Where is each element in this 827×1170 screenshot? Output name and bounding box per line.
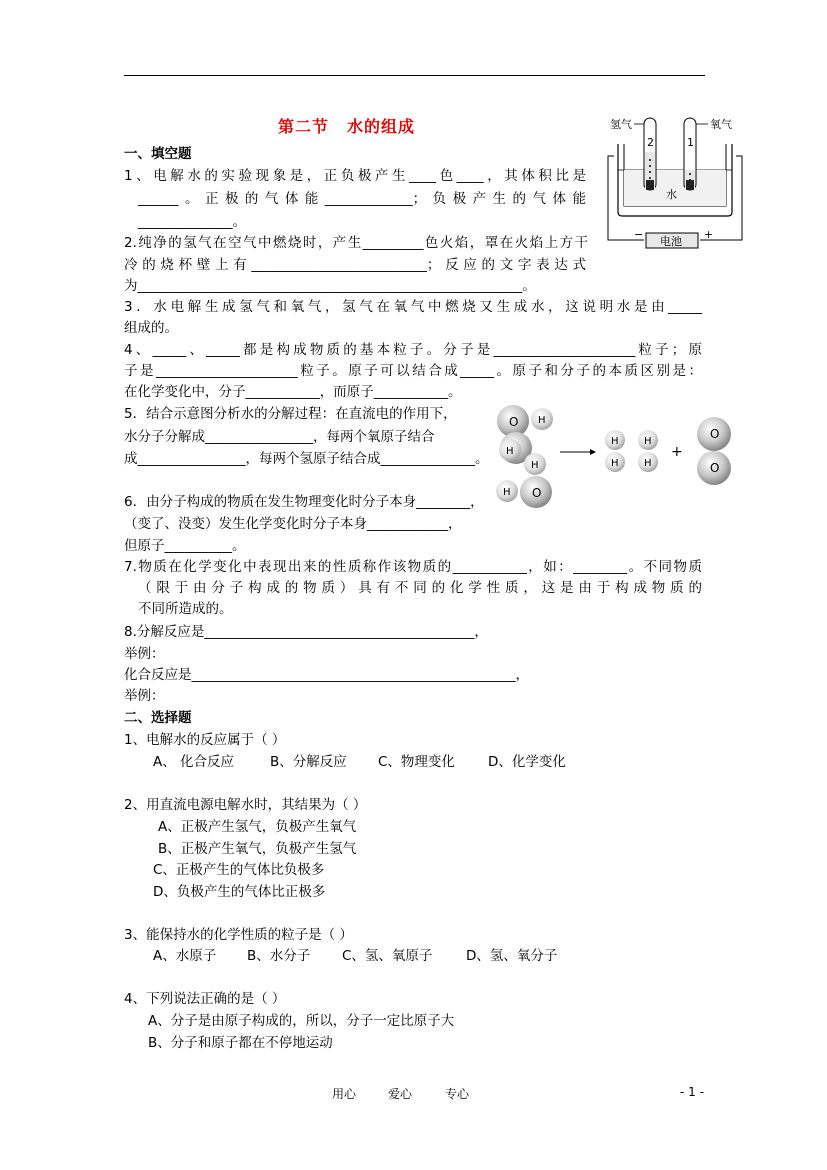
c1-option-c: C、物理变化	[378, 754, 455, 770]
q4-line1: 4、_____、_____都是构成物质的基本粒子。分子是_____________________粒子；原	[124, 342, 702, 358]
q5-line2: 水分子分解成________________，每两个氧原子结合	[124, 429, 435, 445]
tube-number-left: 2	[647, 136, 654, 149]
water-molecule-2	[499, 432, 546, 475]
electrode-left	[646, 180, 654, 190]
c4-option-a: A、分子是由原子构成的，所以，分子一定比原子大	[148, 1013, 455, 1029]
page-number: - 1 -	[680, 1085, 704, 1099]
q5-line1: 5．结合示意图分析水的分解过程：在直流电的作用下，	[124, 406, 457, 422]
c2-option-c: C、正极产生的气体比负极多	[153, 862, 325, 878]
atom-label-h: H	[611, 458, 619, 469]
q4-line2: 子是_____________________粒子。原子可以结合成_____。原子和分子的本质区别是：	[124, 363, 702, 379]
q1-line3: ______________。	[138, 214, 246, 230]
water-decomposition-diagram	[490, 402, 740, 512]
q1-line1: 1、电解水的实验现象是，正负极产生____色____，其体积比是	[124, 168, 586, 184]
section-heading-fill: 一、填空题	[124, 146, 192, 162]
c2-question: 2、用直流电源电解水时，其结果为（ ）	[124, 797, 367, 813]
q6-line3: 但原子__________。	[124, 538, 246, 554]
c3-options	[153, 946, 557, 966]
oxygen-label: 氧气	[710, 118, 732, 131]
c1-option-a: A、 化合反应	[153, 754, 235, 770]
c2-option-d: D、负极产生的气体比正极多	[153, 884, 326, 900]
atom-label-h: H	[531, 460, 539, 471]
q8-line3: 化合反应是________________________________________________，	[124, 667, 529, 683]
q2-line3: 为_________________________________________________________。	[124, 278, 536, 294]
arrow-head	[590, 449, 596, 455]
section-heading-choice: 二、选择题	[124, 710, 192, 726]
atom-label-h: H	[611, 436, 619, 447]
q2-line1: 2.纯净的氢气在空气中燃烧时，产生_________色火焰，罩在火焰上方干	[124, 235, 588, 251]
atom-label-h: H	[506, 446, 514, 457]
q3-line1: 3．水电解生成氢气和氧气，氢气在氧气中燃烧又生成水，这说明水是由_____	[124, 299, 702, 315]
q5-line3: 成________________，每两个氢原子结合成______________。	[124, 451, 489, 467]
q2-line2: 冷的烧杯壁上有__________________________；反应的文字表达式	[124, 257, 586, 273]
q7-line1: 7.物质在化学变化中表现出来的性质称作该物质的___________，如：________。不同物质	[124, 559, 702, 575]
electrode-right	[686, 180, 694, 190]
atom-label-h: H	[644, 436, 652, 447]
hydrogen-molecules	[605, 430, 658, 472]
q7-line2: （限于由分子构成的物质）具有不同的化学性质，这是由于构成物质的	[138, 580, 702, 596]
c3-option-c: C、氢、氧原子	[342, 948, 433, 964]
c3-option-d: D、氢、氧分子	[466, 948, 558, 964]
plus-sign: +	[671, 444, 683, 460]
c1-options	[153, 752, 566, 772]
c1-option-d: D、化学变化	[488, 754, 566, 770]
c1-option-b: B、分解反应	[270, 754, 347, 770]
plus-sign: +	[704, 228, 714, 241]
q3-line2: 组成的。	[124, 320, 178, 336]
oxygen-molecule	[697, 417, 731, 485]
title-text: 水的组成	[347, 117, 416, 136]
atom-label-o: O	[710, 427, 720, 441]
c3-option-a: A、水原子	[153, 948, 217, 964]
atom-label-o: O	[532, 486, 542, 500]
c2-option-b: B、正极产生氧气，负极产生氢气	[158, 841, 357, 857]
c3-question: 3、能保持水的化学性质的粒子是（ ）	[124, 927, 353, 943]
water-molecule-1	[497, 405, 553, 437]
water-label: 水	[666, 188, 677, 201]
header-rule	[124, 75, 705, 76]
q8-line2: 举例：	[124, 646, 165, 662]
c3-option-b: B、水分子	[247, 948, 311, 964]
atom-label-o: O	[509, 415, 519, 429]
q7-line3: 不同所造成的。	[138, 601, 233, 617]
hydrogen-label: 氢气	[610, 118, 632, 131]
c2-option-a: A、正极产生氢气，负极产生氧气	[158, 819, 357, 835]
c1-question: 1、电解水的反应属于（ ）	[124, 732, 286, 748]
q4-line3: 在化学变化中，分子___________，而原子___________。	[124, 384, 462, 400]
electrolysis-apparatus	[604, 108, 744, 258]
atom-label-h: H	[538, 415, 546, 426]
q1-line2: ______。正极的气体能_____________；负极产生的气体能	[138, 191, 586, 207]
q8-line1: 8.分解反应是________________________________________，	[124, 624, 488, 640]
atom-label-o: O	[710, 461, 720, 475]
q6-line2: （变了、没变）发生化学变化时分子本身____________，	[124, 516, 462, 532]
c4-question: 4、下列说法正确的是（ ）	[124, 991, 286, 1007]
atom-label-h: H	[503, 487, 511, 498]
c4-option-b: B、分子和原子都在不停地运动	[148, 1035, 333, 1051]
footer-text-1: 用心	[332, 1087, 357, 1101]
q6-line1: 6．由分子构成的物质在发生物理变化时分子本身________，	[124, 494, 484, 510]
battery-label: 电池	[660, 235, 682, 248]
water-molecule-3	[496, 476, 552, 508]
q8-line4: 举例：	[124, 688, 165, 704]
footer-text-3: 专心	[445, 1087, 470, 1101]
tube-number-right: 1	[687, 136, 694, 149]
title-section: 第二节	[278, 117, 330, 136]
atom-label-h: H	[644, 458, 652, 469]
page-title	[278, 114, 415, 137]
footer-text-2: 爱心	[388, 1087, 413, 1101]
minus-sign: −	[634, 228, 644, 241]
